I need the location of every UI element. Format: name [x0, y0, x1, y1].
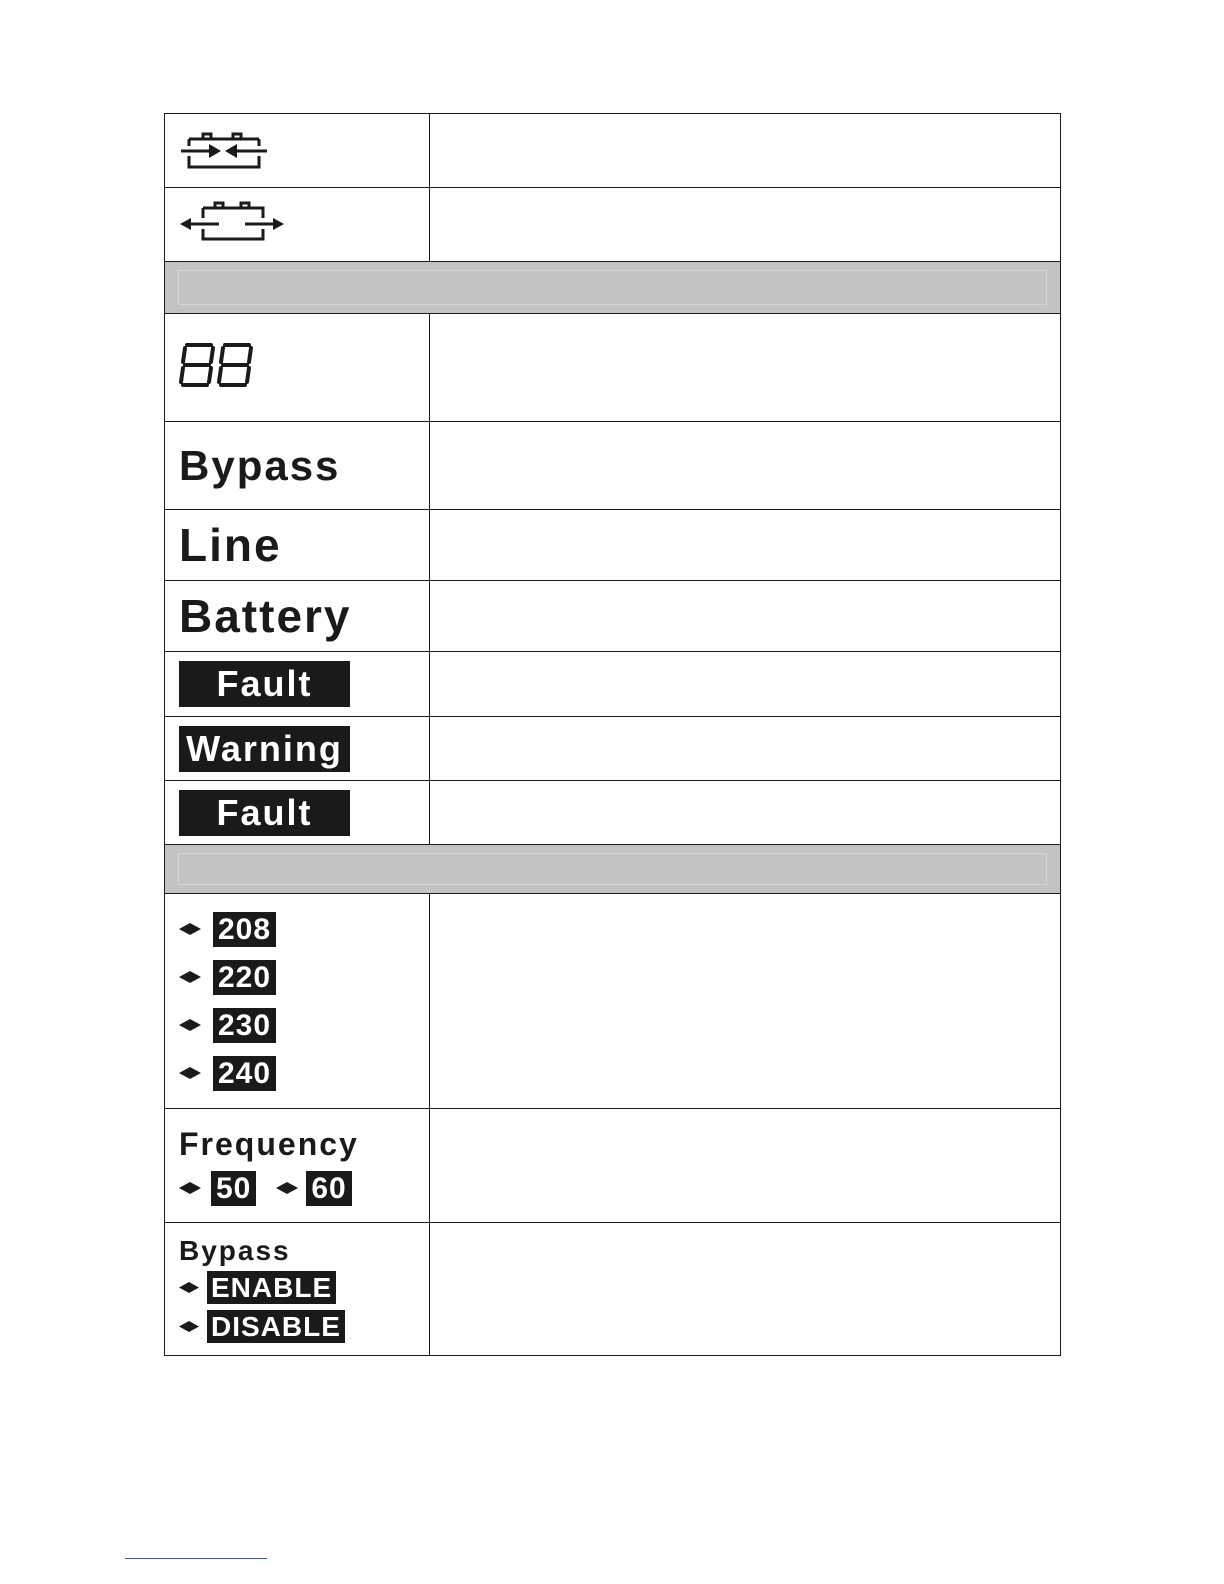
voltage-value: 240 [213, 1056, 276, 1091]
bypass-disable-option: DISABLE [207, 1310, 345, 1343]
description-cell [430, 314, 1061, 422]
symbol-cell [165, 1223, 430, 1356]
section-header-row [165, 845, 1061, 894]
description-cell [430, 652, 1061, 717]
table-row [165, 422, 1061, 510]
voltage-value: 220 [213, 960, 276, 995]
symbol-cell [165, 1109, 430, 1223]
bypass-enable-option: ENABLE [207, 1271, 336, 1304]
battery-discharge-icon [179, 199, 285, 245]
bypass-setting-label: Bypass [179, 1235, 291, 1266]
description-cell [430, 188, 1061, 262]
bypass-indicator: Bypass [179, 441, 341, 489]
description-cell [430, 1223, 1061, 1356]
symbol-cell [165, 510, 430, 581]
symbol-cell [165, 314, 430, 422]
symbol-cell [165, 894, 430, 1109]
table-row [165, 114, 1061, 188]
table-row [165, 717, 1061, 781]
table-row [165, 781, 1061, 845]
fault-indicator: Fault [179, 661, 350, 707]
frequency-options [179, 1171, 429, 1206]
frequency-value: 60 [306, 1171, 351, 1206]
diamond-bullet-icon [179, 923, 201, 935]
symbol-cell [165, 581, 430, 652]
bypass-option [179, 1310, 429, 1343]
voltage-value: 208 [213, 912, 276, 947]
table-row [165, 1223, 1061, 1356]
symbol-cell [165, 188, 430, 262]
seven-segment-88-icon [179, 341, 259, 389]
table-row [165, 188, 1061, 262]
voltage-option [179, 905, 429, 953]
diamond-bullet-icon [179, 1182, 201, 1194]
description-cell [430, 114, 1061, 188]
table-row [165, 581, 1061, 652]
diamond-bullet-icon [179, 1067, 201, 1079]
symbol-cell [165, 114, 430, 188]
battery-indicator: Battery [179, 590, 352, 642]
symbol-cell [165, 781, 430, 845]
table-row [165, 510, 1061, 581]
table-row [165, 314, 1061, 422]
battery-charge-icon [179, 122, 271, 174]
description-cell [430, 717, 1061, 781]
symbol-cell [165, 422, 430, 510]
section-header [165, 845, 1061, 894]
frequency-label: Frequency [179, 1125, 359, 1162]
symbol-cell [165, 652, 430, 717]
description-cell [430, 581, 1061, 652]
line-indicator: Line [179, 519, 282, 571]
voltage-value: 230 [213, 1008, 276, 1043]
table-row [165, 1109, 1061, 1223]
section-header-row [165, 262, 1061, 314]
diamond-bullet-icon [179, 1282, 199, 1293]
diamond-bullet-icon [276, 1182, 298, 1194]
description-cell [430, 1109, 1061, 1223]
voltage-option [179, 1001, 429, 1049]
lcd-symbol-table [164, 113, 1061, 1356]
voltage-option [179, 953, 429, 1001]
diamond-bullet-icon [179, 1019, 201, 1031]
diamond-bullet-icon [179, 971, 201, 983]
warning-indicator: Warning [179, 726, 350, 772]
symbol-cell [165, 717, 430, 781]
diamond-bullet-icon [179, 1321, 199, 1332]
description-cell [430, 510, 1061, 581]
voltage-option [179, 1049, 429, 1097]
bypass-option [179, 1271, 429, 1304]
description-cell [430, 894, 1061, 1109]
footer-divider [125, 1558, 267, 1559]
description-cell [430, 422, 1061, 510]
frequency-value: 50 [211, 1171, 256, 1206]
description-cell [430, 781, 1061, 845]
fault-indicator: Fault [179, 790, 350, 836]
table-row [165, 652, 1061, 717]
table-row [165, 894, 1061, 1109]
section-header [165, 262, 1061, 314]
